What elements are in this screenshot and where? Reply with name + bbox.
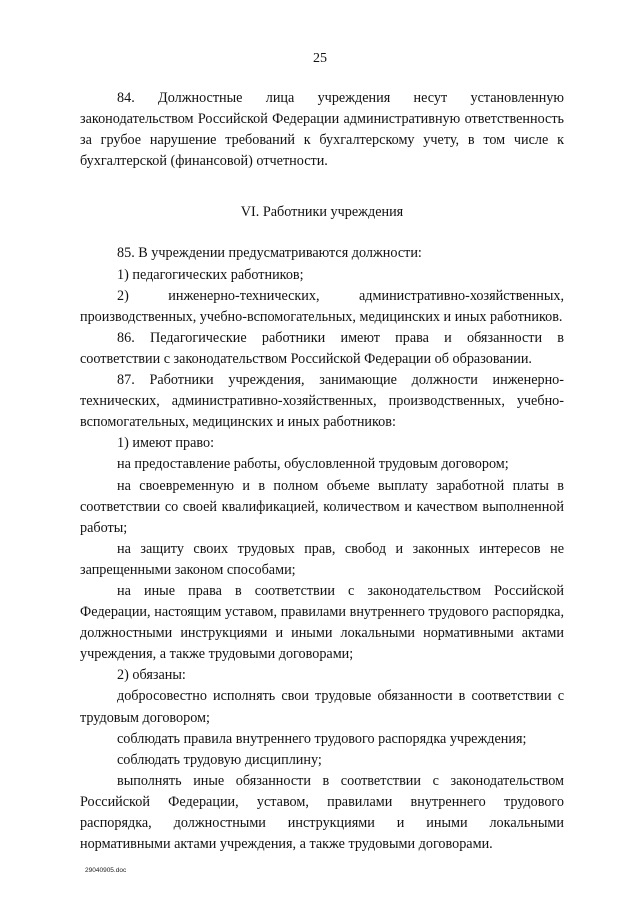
section-title: VI. Работники учреждения bbox=[240, 204, 404, 221]
paragraph-87-duty-2: соблюдать правила внутреннего трудового распорядка учреждения; bbox=[117, 730, 527, 747]
paragraph-87-duty-3: соблюдать трудовую дисциплину; bbox=[117, 751, 322, 768]
paragraph-87: 87. Работники учреждения, занимающие должности инженерно-технических, административно-хозяйственных, производственных, учебно-вспомогательных, медицинских и иных работников: bbox=[80, 372, 564, 431]
paragraph-87-rights-heading: 1) имеют право: bbox=[117, 435, 215, 452]
paragraph-87-right-4: на иные права в соответствии с законодательством Российской Федерации, настоящим уставом, правилами внутреннего трудового распорядка, должностными инструкциями и иными локальными нормативными актами учреждения, а также трудовыми договорами; bbox=[80, 582, 564, 663]
paragraph-86: 86. Педагогические работники имеют права и обязанности в соответствии с законодательством Российской Федерации об образовании. bbox=[80, 329, 564, 367]
page-number: 25 bbox=[313, 51, 327, 66]
paragraph-85-item-1: 1) педагогических работников; bbox=[117, 266, 304, 283]
paragraph-87-duties-heading: 2) обязаны: bbox=[117, 667, 186, 684]
paragraph-87-right-3: на защиту своих трудовых прав, свобод и законных интересов не запрещенными законом способами; bbox=[80, 540, 564, 578]
paragraph-87-duty-4: выполнять иные обязанности в соответствии с законодательством Российской Федерации, уставом, правилами внутреннего трудового распорядка, должностными инструкциями и иными локальными нормативными актами учреждения, а также трудовыми договорами. bbox=[80, 772, 564, 853]
paragraph-87-right-1: на предоставление работы, обусловленной трудовым договором; bbox=[117, 456, 509, 473]
paragraph-87-duty-1: добросовестно исполнять свои трудовые обязанности в соответствии с трудовым договором; bbox=[80, 688, 564, 726]
paragraph-85: 85. В учреждении предусматриваются должности: bbox=[117, 245, 422, 262]
paragraph-84: 84. Должностные лица учреждения несут установленную законодательством Российской Федерации административную ответственность за грубое нарушение требований к бухгалтерскому учету, в том числе к бухгалтерской (финансовой) отчетности. bbox=[80, 90, 564, 170]
footer-filename: 29040905.doc bbox=[85, 867, 127, 874]
paragraph-85-item-2: 2) инженерно-технических, административно-хозяйственных, производственных, учебно-вспомогательных, медицинских и иных работников. bbox=[80, 287, 564, 325]
paragraph-87-right-2: на своевременную и в полном объеме выплату заработной платы в соответствии со своей квалификацией, количеством и качеством выполненной работы; bbox=[80, 477, 564, 536]
document-body bbox=[80, 88, 564, 855]
